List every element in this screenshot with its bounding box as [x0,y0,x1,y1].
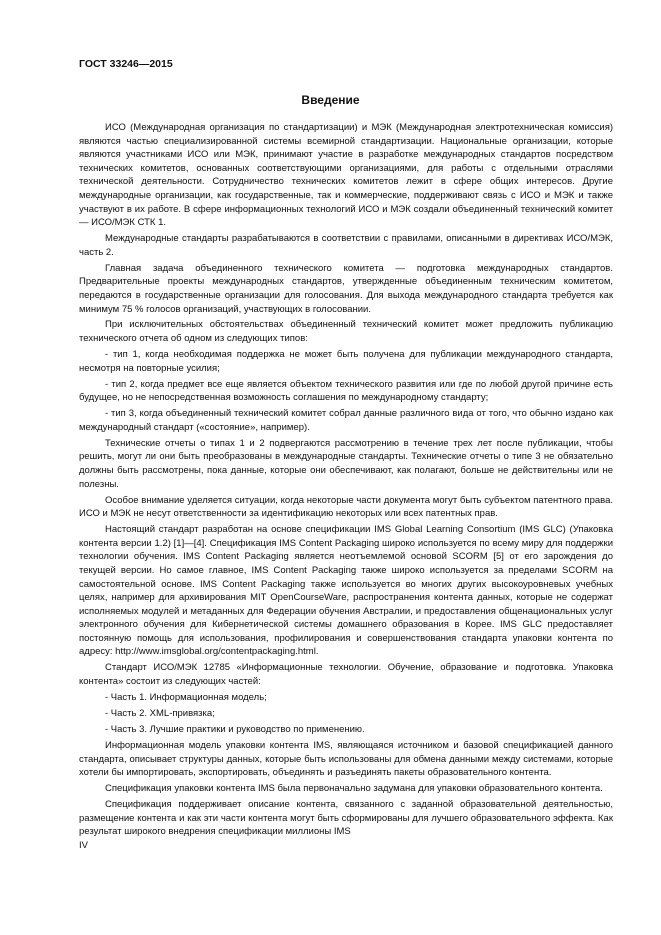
section-title: Введение [301,93,360,107]
paragraph: Информационная модель упаковки контента IMS, являющаяся источником и базовой спецификацией данного стандарта, описывает структуры данных, которые быть использованы для обмена данными между системами, которые хотели бы импортировать, экспортировать, объединять и разъединять пакеты образовательного контента. [79,740,613,779]
list-item: - Часть 2. XML-привязка; [105,708,215,720]
list-item: - тип 2, когда предмет все еще является объектом технического развития или где по любой другой причине есть будущее, но не непосредственная возможность соглашения по международному стандарту; [79,378,613,404]
body-text [79,121,613,841]
paragraph: Особое внимание уделяется ситуации, когда некоторые части документа могут быть субъектом патентного права. ИСО и МЭК не несут ответственности за идентификацию некоторых или всех патентных прав. [79,494,613,520]
paragraph: Главная задача объединенного технического комитета — подготовка международных стандартов. Предварительные проекты международных стандартов, утвержденные объединенным техническим комитетом, передаются в государственные организации для голосования. Для выхода международного стандарта требуется как минимум 75 % голосов организаций, участвующих в голосовании. [79,262,613,315]
list-item: - тип 3, когда объединенный технический комитет собрал данные различного вида от того, что обычно издано как международный стандарт («состояние», например). [79,408,613,433]
document-header: ГОСТ 33246—2015 [79,58,173,70]
list-item: - тип 1, когда необходимая поддержка не может быть получена для публикации международного стандарта, несмотря на повторные усилия; [79,349,613,374]
paragraph: Настоящий стандарт разработан на основе спецификации IMS Global Learning Consortium (IMS GLC) (Упаковка контента версии 1.2) [1]—[4]. Спецификация IMS Content Packaging широко используется по всему миру для поддержки технологии обучения. IMS Content Packaging является неотъемлемой основой SCORM [5] от его зарождения до текущей версии. Но самое главное, IMS Content Packaging также широко используется за пределами SCORM на самостоятельной основе. IMS Content Packaging также используется во многих других высокоуровневых учебных целях, например для архивирования MIT OpenCourseWare, распространения контента данных, которые не содержат исполняемых модулей и метаданных для Федерации обучения Австралии, и предоставления общенациональных услуг электронного обучения для Кибернетической системы домашнего образования в Корее. IMS GLC предоставляет постоянную помощь для использования, профилирования и совершенствования стандарта упаковки контента по адресу: http://www.imsglobal.org/contentpackaging.html. [79,524,613,658]
paragraph: Стандарт ИСО/МЭК 12785 «Информационные технологии. Обучение, образование и подготовка. Упаковка контента» состоит из следующих частей: [79,662,613,688]
paragraph: Международные стандарты разрабатываются в соответствии с правилами, описанными в директивах ИСО/МЭК, часть 2. [79,233,613,258]
list-item: - Часть 1. Информационная модель; [105,692,267,704]
paragraph: Технические отчеты о типах 1 и 2 подвергаются рассмотрению в течение трех лет после публикации, чтобы решить, могут ли они быть преобразованы в международные стандарты. Технические отчеты о типе 3 не обязательно должны быть рассмотрены, пока данные, которые они обеспечивают, как полагают, больше не действительны или не полезны. [79,437,613,490]
list-item: - Часть 3. Лучшие практики и руководство по применению. [105,724,365,736]
page-number: IV [79,840,88,851]
paragraph: Спецификация поддерживает описание контента, связанного с заданной образовательной деятельностью, размещение контента и как эти части контента могут быть сформированы для лучшего образовательного эффекта. Как результат широкого внедрения спецификации миллионы IMS [79,799,613,838]
paragraph: ИСО (Международная организация по стандартизации) и МЭК (Международная электротехническая комиссия) являются частью специализированной системы всемирной стандартизации. Национальные организации, которые являются участниками ИСО или МЭК, принимают участие в разработке международных стандартов посредством технических комитетов, основанных соответствующими организациями, для работы с отдельными отраслями технической деятельности. Сотрудничество технических комитетов лежит в сфере общих интересов. Другие международные организации, как государственные, так и коммерческие, поддерживают связь с ИСО и МЭК и также участвуют в их работе. В сфере информационных технологий ИСО и МЭК создали объединенный технический комитет — ИСО/МЭК СТК 1. [79,122,613,229]
paragraph: При исключительных обстоятельствах объединенный технический комитет может предложить публикацию технического отчета об одном из следующих типов: [79,319,613,345]
paragraph: Спецификация упаковки контента IMS была первоначально задумана для упаковки образовательного контента. [105,783,603,795]
